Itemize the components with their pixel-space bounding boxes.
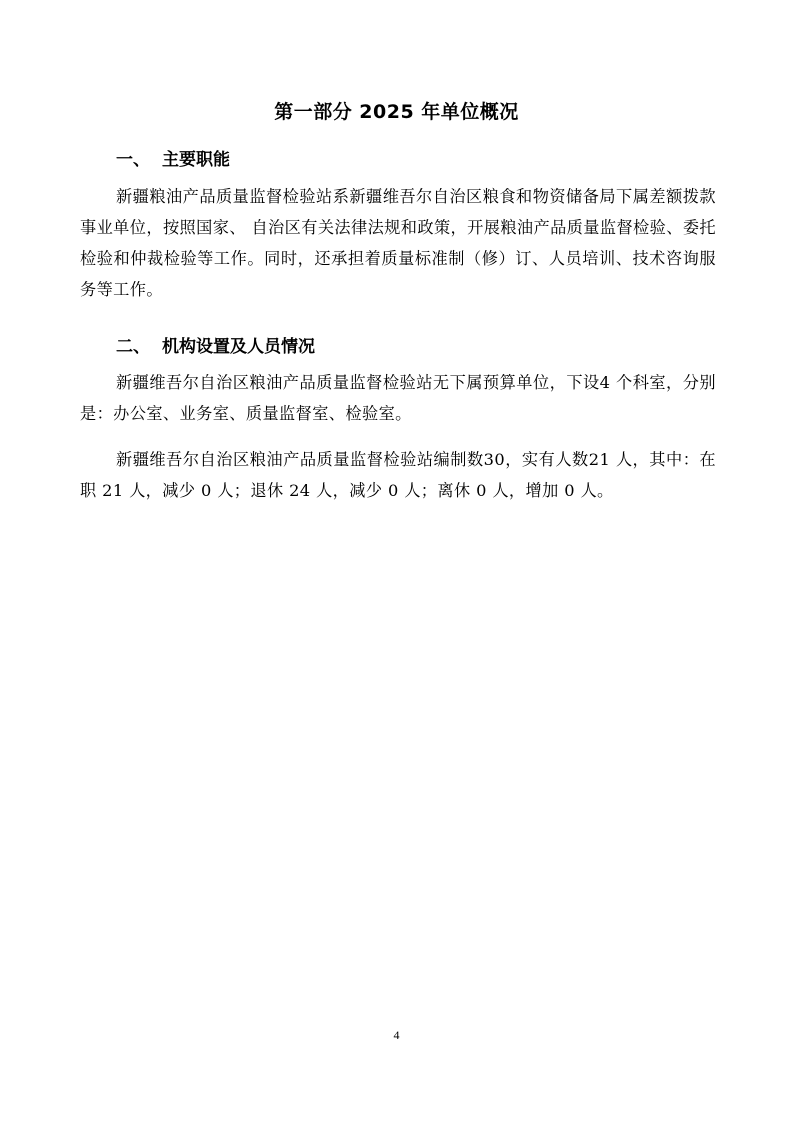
section-heading-functions [116,148,230,172]
paragraph-departments: 新疆维吾尔自治区粮油产品质量监督检验站无下属预算单位，下设4 个科室，分别是：办公室、业务室、质量监督室、检验室。 [80,373,716,423]
section-heading-organization [116,335,315,359]
section-heading-text: 主要职能 [162,150,230,170]
section-heading-text: 机构设置及人员情况 [162,337,315,357]
paragraph-staffing: 新疆维吾尔自治区粮油产品质量监督检验站编制数30，实有人数21 人，其中：在职 21 人，减少 0 人；退休 24 人，减少 0 人；离休 0 人，增加 0 人。 [80,450,716,500]
page-number: 4 [393,1028,400,1042]
paragraph-functions: 新疆粮油产品质量监督检验站系新疆维吾尔自治区粮食和物资储备局下属差额拨款事业单位，按照国家、 自治区有关法律法规和政策，开展粮油产品质量监督检验、委托检验和仲裁检验等工作。同时，还承担着质量标准制（修）订、人员培训、技术咨询服务等工作。 [80,187,716,299]
page-title: 第一部分 2025 年单位概况 [274,101,519,123]
section-number: 二、 [116,337,150,357]
section-number: 一、 [116,150,150,170]
